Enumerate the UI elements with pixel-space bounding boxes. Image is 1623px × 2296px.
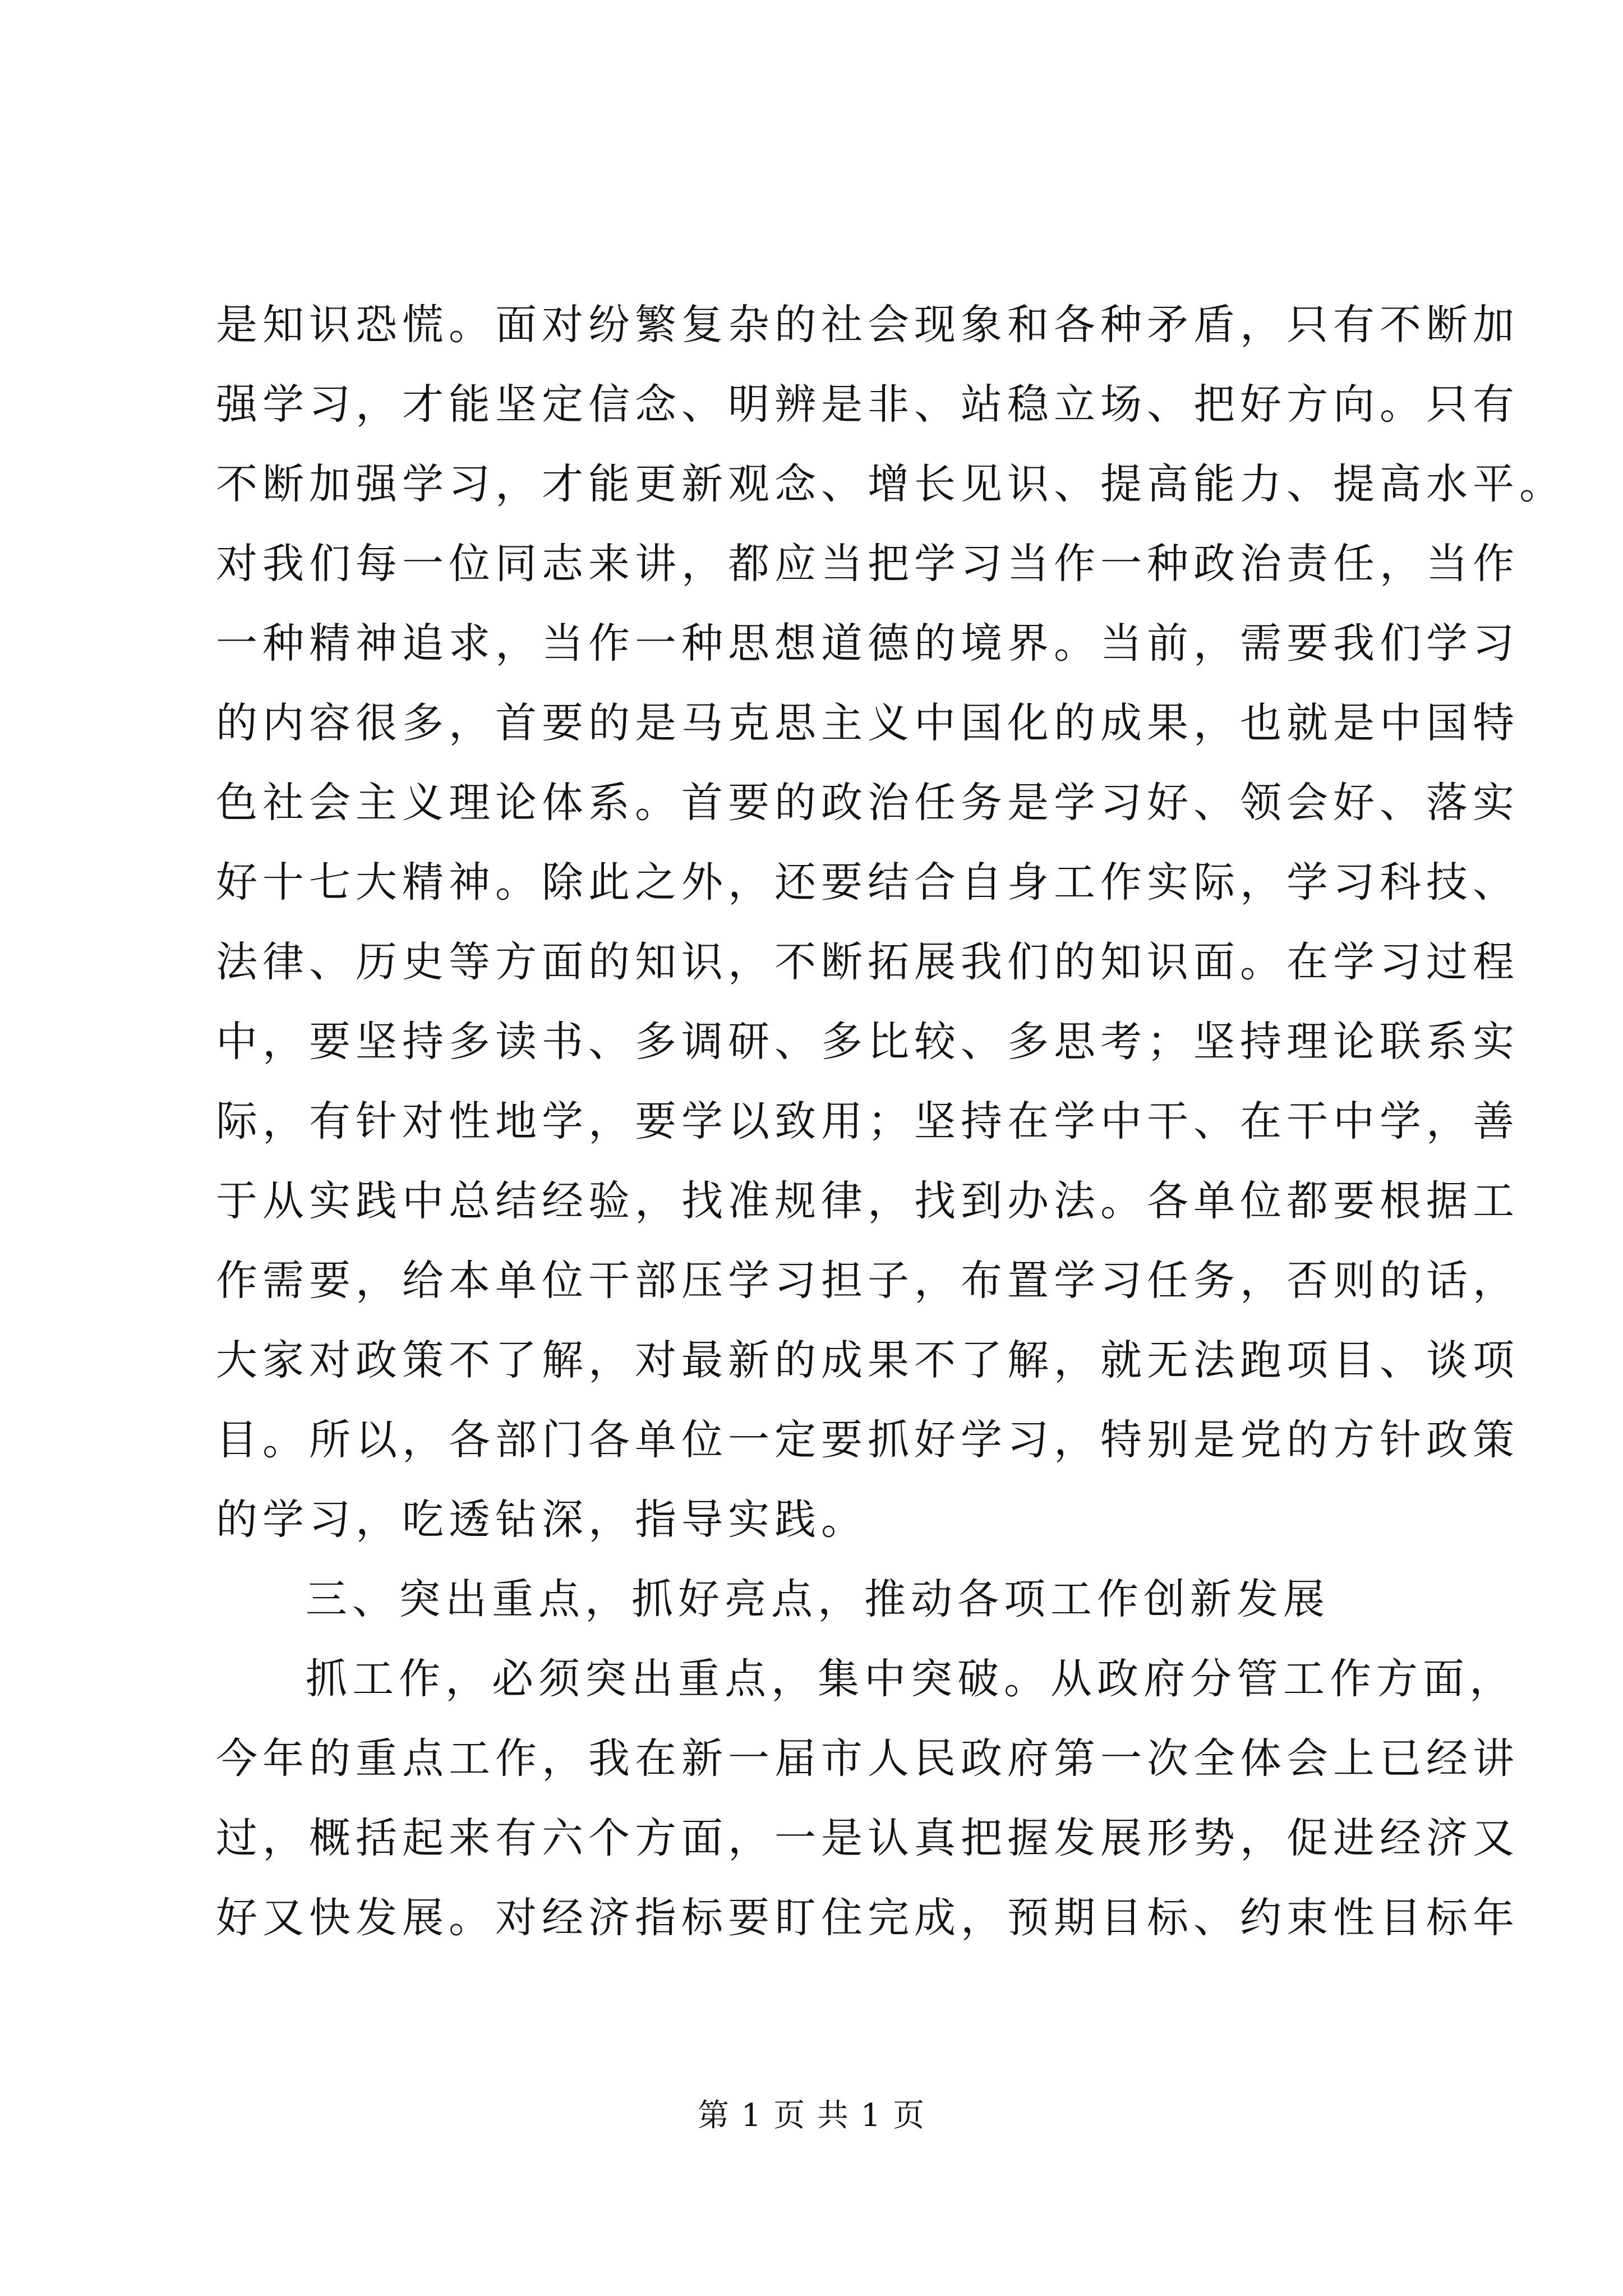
text-line: 是知识恐慌。面对纷繁复杂的社会现象和各种矛盾，只有不断加 <box>216 301 1519 349</box>
text-line: 的学习，吃透钻深，指导实践。 <box>216 1496 868 1544</box>
text-line: 作需要，给本单位干部压学习担子，布置学习任务，否则的话， <box>216 1257 1519 1305</box>
body-text <box>216 285 1566 1958</box>
text-line: 对我们每一位同志来讲，都应当把学习当作一种政治责任，当作 <box>216 540 1519 588</box>
text-line: 过，概括起来有六个方面，一是认真把握发展形势，促进经济又 <box>216 1814 1519 1862</box>
text-line: 于从实践中总结经验，找准规律，找到办法。各单位都要根据工 <box>216 1177 1519 1225</box>
text-line: 中，要坚持多读书、多调研、多比较、多思考；坚持理论联系实 <box>216 1018 1519 1066</box>
text-line: 不断加强学习，才能更新观念、增长见识、提高能力、提高水平。 <box>216 460 1566 508</box>
text-line: 目。所以，各部门各单位一定要抓好学习，特别是党的方针政策 <box>216 1416 1519 1464</box>
text-line: 际，有针对性地学，要学以致用；坚持在学中干、在干中学，善 <box>216 1097 1519 1145</box>
text-line: 强学习，才能坚定信念、明辨是非、站稳立场、把好方向。只有 <box>216 380 1519 429</box>
page-footer: 第 1 页 共 1 页 <box>697 2097 926 2134</box>
text-line: 的内容很多，首要的是马克思主义中国化的成果，也就是中国特 <box>216 699 1519 747</box>
text-line: 好十七大精神。除此之外，还要结合自身工作实际，学习科技、 <box>216 858 1519 907</box>
text-line: 色社会主义理论体系。首要的政治任务是学习好、领会好、落实 <box>216 779 1519 827</box>
section-heading: 三、突出重点，抓好亮点，推动各项工作创新发展 <box>306 1575 1330 1623</box>
text-line: 法律、历史等方面的知识，不断拓展我们的知识面。在学习过程 <box>216 938 1519 986</box>
text-line: 大家对政策不了解，对最新的成果不了解，就无法跑项目、谈项 <box>216 1336 1519 1384</box>
text-line: 好又快发展。对经济指标要盯住完成，预期目标、约束性目标年 <box>216 1894 1519 1942</box>
text-line: 今年的重点工作，我在新一届市人民政府第一次全体会上已经讲 <box>216 1734 1519 1783</box>
text-line: 一种精神追求，当作一种思想道德的境界。当前，需要我们学习 <box>216 619 1519 668</box>
text-line: 抓工作，必须突出重点，集中突破。从政府分管工作方面， <box>306 1655 1516 1703</box>
